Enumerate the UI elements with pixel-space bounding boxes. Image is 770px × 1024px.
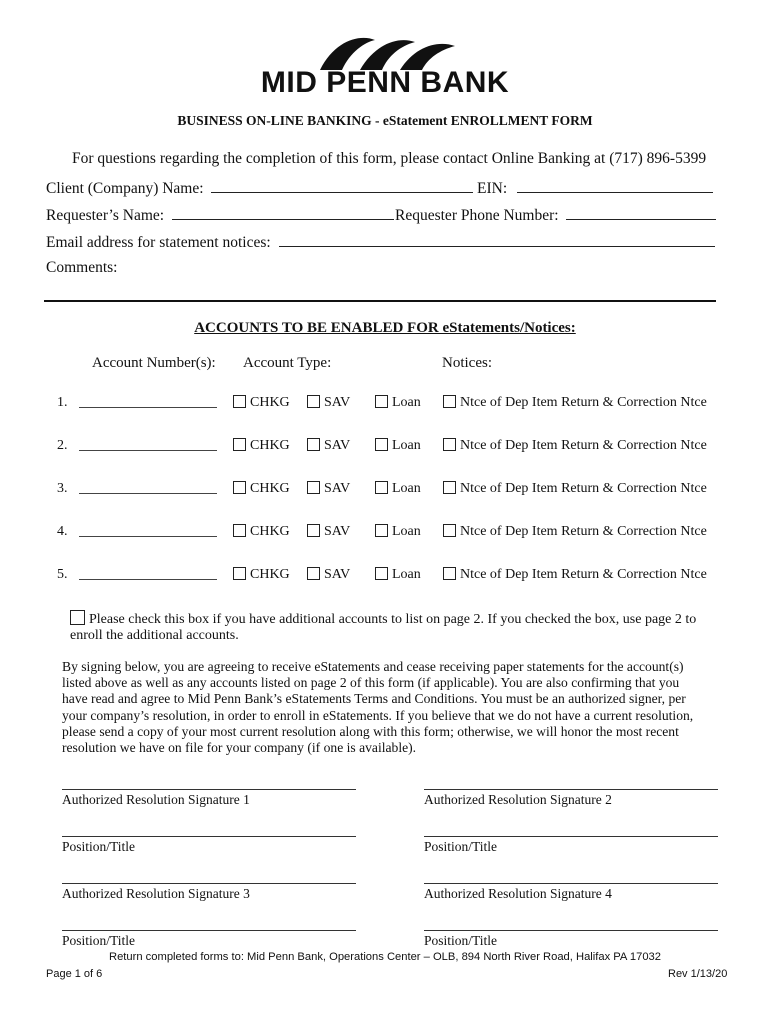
requester-name-field[interactable]: [46, 205, 394, 225]
account-type-option-sav[interactable]: [307, 438, 350, 454]
footer-return-address: Return completed forms to: Mid Penn Bank, Operations Center – OLB, 894 North River Road, Halifax PA 17032: [109, 951, 661, 963]
account-type-option-loan[interactable]: [375, 567, 421, 583]
account-number-line[interactable]: [79, 493, 217, 494]
logo-text: MID PENN BANK: [260, 66, 510, 99]
position-label-2: Position/Title: [424, 839, 498, 854]
checkbox-loan[interactable]: [375, 395, 388, 408]
requester-name-line[interactable]: [172, 205, 394, 220]
logo: [250, 30, 520, 100]
account-type-label: SAV: [324, 438, 351, 453]
checkbox-notice[interactable]: [443, 481, 456, 494]
notice-option-label: Ntce of Dep Item Return & Correction Ntce: [460, 395, 707, 410]
signature-line-2[interactable]: [424, 789, 718, 790]
checkbox-notice[interactable]: [443, 438, 456, 451]
checkbox-chkg[interactable]: [233, 395, 246, 408]
form-title: BUSINESS ON-LINE BANKING - eStatement ENROLLMENT FORM: [177, 113, 593, 128]
signature-line-4[interactable]: [424, 883, 718, 884]
position-label-3: Position/Title: [62, 933, 136, 948]
account-row-number: 1.: [57, 395, 68, 410]
checkbox-chkg[interactable]: [233, 567, 246, 580]
account-type-label: SAV: [324, 567, 351, 582]
requester-phone-line[interactable]: [566, 205, 716, 220]
agreement-line: By signing below, you are agreeing to receive eStatements and cease receiving paper statements for the account(s): [62, 659, 684, 674]
checkbox-sav[interactable]: [307, 438, 320, 451]
contact-line: For questions regarding the completion of this form, please contact Online Banking at (717) 896-5399: [72, 150, 707, 167]
account-row: [0, 395, 770, 415]
agreement-line: your company’s resolution, in order to enroll in eStatements. If you believe that we do not have a current resolution,: [62, 707, 694, 723]
client-name-line[interactable]: [211, 178, 473, 193]
account-type-label: Loan: [392, 524, 421, 539]
account-type-option-loan[interactable]: [375, 481, 421, 497]
ein-field[interactable]: [477, 178, 713, 198]
agreement-line: listed above as well as any accounts listed on page 2 of this form (if applicable). You are also confirming that you: [62, 675, 680, 691]
additional-accounts-checkbox[interactable]: [70, 610, 85, 625]
account-row: [0, 567, 770, 587]
account-type-option-sav[interactable]: [307, 524, 350, 540]
account-type-label: Loan: [392, 395, 421, 410]
agreement-line: please send a copy of your most current resolution along with this form; otherwise, we will honor the most recent: [62, 723, 679, 739]
checkbox-loan[interactable]: [375, 481, 388, 494]
account-type-option-sav[interactable]: [307, 567, 350, 583]
account-type-label: CHKG: [250, 395, 290, 410]
account-type-label: CHKG: [250, 567, 290, 582]
account-number-line[interactable]: [79, 450, 217, 451]
additional-accounts-line1: Please check this box if you have additional accounts to list on page 2. If you checked the box, use page 2 to: [89, 612, 697, 627]
notice-option[interactable]: [443, 395, 707, 411]
checkbox-chkg[interactable]: [233, 438, 246, 451]
position-line-1[interactable]: [62, 836, 356, 837]
col-account-type: Account Type:: [243, 355, 332, 371]
signature-line-3[interactable]: [62, 883, 356, 884]
checkbox-notice[interactable]: [443, 524, 456, 537]
signature-label-2: Authorized Resolution Signature 2: [424, 792, 612, 807]
account-type-option-chkg[interactable]: [233, 395, 290, 411]
position-line-3[interactable]: [62, 930, 356, 931]
additional-accounts-line2: enroll the additional accounts.: [70, 628, 239, 643]
email-line[interactable]: [279, 232, 715, 247]
client-name-field[interactable]: [46, 178, 473, 198]
footer-page-number: Page 1 of 6: [46, 968, 103, 980]
accounts-heading: ACCOUNTS TO BE ENABLED FOR eStatements/Notices:: [194, 320, 576, 336]
account-number-line[interactable]: [79, 579, 217, 580]
email-label: Email address for statement notices:: [46, 234, 271, 251]
account-type-label: CHKG: [250, 438, 290, 453]
ein-line[interactable]: [517, 178, 713, 193]
notice-option[interactable]: [443, 438, 707, 454]
checkbox-notice[interactable]: [443, 567, 456, 580]
checkbox-chkg[interactable]: [233, 524, 246, 537]
account-row-number: 3.: [57, 481, 68, 496]
agreement-paragraph: [62, 659, 752, 756]
account-type-label: SAV: [324, 481, 351, 496]
client-name-label: Client (Company) Name:: [46, 180, 204, 197]
account-row: [0, 438, 770, 458]
account-type-option-loan[interactable]: [375, 438, 421, 454]
notice-option[interactable]: [443, 567, 707, 583]
account-type-label: Loan: [392, 567, 421, 582]
account-row-number: 2.: [57, 438, 68, 453]
agreement-line: resolution we have on file for your company (if one is available).: [62, 740, 417, 756]
signature-label-1: Authorized Resolution Signature 1: [62, 792, 250, 807]
position-label-4: Position/Title: [424, 933, 498, 948]
notice-option-label: Ntce of Dep Item Return & Correction Ntce: [460, 567, 707, 582]
account-type-option-chkg[interactable]: [233, 524, 290, 540]
account-row: [0, 524, 770, 544]
account-type-option-chkg[interactable]: [233, 567, 290, 583]
notice-option[interactable]: [443, 524, 707, 540]
account-type-option-sav[interactable]: [307, 481, 350, 497]
position-line-2[interactable]: [424, 836, 718, 837]
checkbox-sav[interactable]: [307, 524, 320, 537]
notice-option-label: Ntce of Dep Item Return & Correction Ntce: [460, 481, 707, 496]
signature-label-4: Authorized Resolution Signature 4: [424, 886, 612, 901]
additional-accounts: [70, 610, 730, 644]
notice-option[interactable]: [443, 481, 707, 497]
footer-revision: Rev 1/13/20: [668, 968, 728, 980]
account-type-label: Loan: [392, 481, 421, 496]
account-type-label: CHKG: [250, 481, 290, 496]
account-type-option-chkg[interactable]: [233, 481, 290, 497]
notice-option-label: Ntce of Dep Item Return & Correction Ntce: [460, 524, 707, 539]
requester-name-label: Requester’s Name:: [46, 207, 165, 224]
checkbox-loan[interactable]: [375, 524, 388, 537]
notice-option-label: Ntce of Dep Item Return & Correction Ntce: [460, 438, 707, 453]
account-type-option-loan[interactable]: [375, 524, 421, 540]
account-type-option-chkg[interactable]: [233, 438, 290, 454]
account-row-number: 5.: [57, 567, 68, 582]
ein-label: EIN:: [477, 180, 508, 197]
account-row: [0, 481, 770, 501]
account-row-number: 4.: [57, 524, 68, 539]
account-number-line[interactable]: [79, 536, 217, 537]
signature-line-1[interactable]: [62, 789, 356, 790]
comments-label: Comments:: [46, 259, 118, 276]
requester-phone-label: Requester Phone Number:: [395, 207, 559, 224]
account-type-label: SAV: [324, 395, 351, 410]
section-divider: [44, 300, 716, 302]
account-type-label: Loan: [392, 438, 421, 453]
checkbox-loan[interactable]: [375, 438, 388, 451]
account-type-option-sav[interactable]: [307, 395, 350, 411]
account-type-label: CHKG: [250, 524, 290, 539]
checkbox-sav[interactable]: [307, 395, 320, 408]
requester-phone-field[interactable]: [395, 205, 716, 225]
account-number-line[interactable]: [79, 407, 217, 408]
checkbox-loan[interactable]: [375, 567, 388, 580]
checkbox-sav[interactable]: [307, 481, 320, 494]
col-account-number: Account Number(s):: [92, 355, 216, 371]
checkbox-sav[interactable]: [307, 567, 320, 580]
account-type-label: SAV: [324, 524, 351, 539]
signature-label-3: Authorized Resolution Signature 3: [62, 886, 250, 901]
position-line-4[interactable]: [424, 930, 718, 931]
checkbox-chkg[interactable]: [233, 481, 246, 494]
col-notices: Notices:: [442, 355, 492, 371]
checkbox-notice[interactable]: [443, 395, 456, 408]
agreement-line: have read and agree to Mid Penn Bank’s eStatements Terms and Conditions. You must be an authorized signer, per: [62, 691, 686, 707]
account-type-option-loan[interactable]: [375, 395, 421, 411]
position-label-1: Position/Title: [62, 839, 136, 854]
email-field[interactable]: [46, 232, 715, 252]
